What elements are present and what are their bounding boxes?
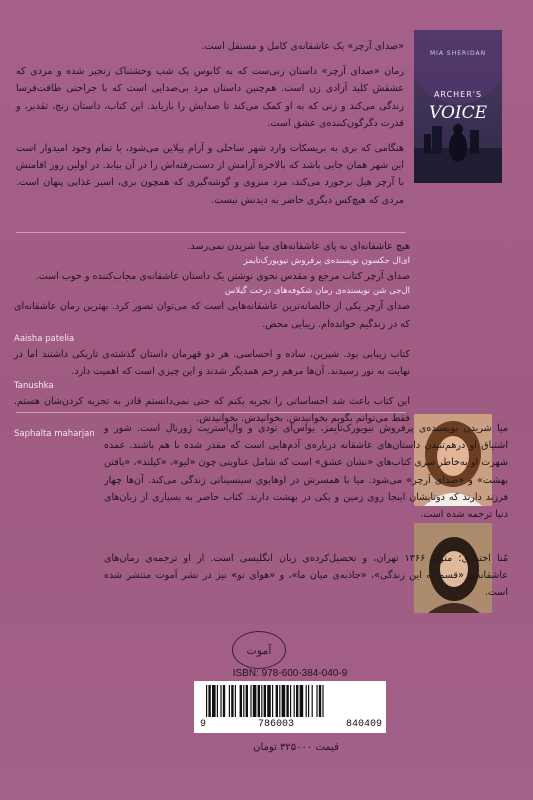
author-bio: میا شریدن نویسنده‌ی پرفروش نیویورک‌تایمز، یواس‌ای تودی و وال‌استریت ژورنال است. شور و اشتیاق او درهم‌تنیدن داستان‌های عاشقانه درباره‌ی آدم‌هایی است که مقدر شده با هم باشند. عمده شهرت او به‌خاطر سری کتاب‌های «نشان عشق» است که شامل عناوینی چون «لیو»، «کیلند»، «یافتن بهشت» و «صدای آرچر» می‌شود. میا با همسرش در اوهایوی سینسیناتی زندگی می‌کند. آن‌ها چهار فرزند دارند که دوتایشان اینجا روی زمین و یکی در بهشت دارند. کتاب حاضر به بسیاری از زبان‌های دنیا ترجمه شده است. — [104, 423, 508, 521]
translator-bio: مُنا اختیاری؛ متولد ۱۳۶۶ تهران، و تحصیل‌کرده‌ی زبان انگلیسی است. از او ترجمه‌ی رمان‌های عاشقانه‌ی «قسم به این زندگی»، «جاذبه‌ی میان ما»، و «هوای تو» نیز در نشر آموت منتشر شده است. — [104, 553, 508, 599]
divider-2 — [16, 412, 406, 413]
quote-item — [14, 346, 410, 393]
publisher-logo — [232, 631, 286, 669]
description-block — [16, 38, 404, 217]
price-label: قیمت ۳۲۵۰۰۰ تومان — [253, 742, 339, 753]
quote-text: این کتاب باعث شد احساساتی را تجربه بکنم که حتی نمی‌دانستم قادر به تجربه کردن‌شان هستم. فقط می‌توانم بگویم بخوانیدش. بخوانیدش. بخوانیدش. — [14, 396, 410, 425]
cover-author: MIA SHERIDAN — [429, 50, 487, 57]
quote-text: صدای آرچر کتاب مرجع و مقدس نحوی نوشتن یک داستان عاشقانه‌ی مجاب‌کننده و خوب است. — [35, 271, 410, 283]
quote-source: Tanushka — [14, 381, 54, 392]
quote-source: ال‌جی شن نویسنده‌ی رمان شکوفه‌های درخت گیلاس — [224, 286, 410, 297]
quote-item — [14, 238, 410, 268]
barcode-digit-lead: 9 — [200, 719, 207, 730]
isbn-label: ISBN: 978-600-384-040-9 — [232, 668, 348, 679]
quote-source: Saphalta maharjan — [14, 428, 95, 439]
cover-thumbnail — [414, 30, 502, 183]
quotes-block — [14, 238, 410, 441]
quote-item — [14, 298, 410, 345]
description-paragraph-3: هنگامی که بری به بریسکات وارد شهر ساحلی و آرام پیلاین می‌شود، با تمام وجود امیدوار است این شهر همان جایی باشد که بالاخره آرامش از دست‌رفته‌اش را در آن بیابد. در اولین روز اقامتش با آرچر هیل برخورد می‌کند، مرد منزوی و گوشه‌گیری که همچون بری، اسیر غذابی پنهان است. مردی که هیچ‌کس دیگری حاضر به دیدنش نیست. — [16, 143, 404, 206]
quote-text: صدای آرچر یکی از خالصانه‌ترین عاشقانه‌هایی است که می‌توان تصور کرد. بهترین رمان عاشقانه‌ای که در زندگیم خوانده‌ام. زیبایی محض. — [14, 301, 410, 330]
barcode-bars — [194, 681, 386, 719]
quote-item — [14, 268, 410, 298]
cover-title-line2: VOICE — [428, 103, 488, 123]
quote-source: ای‌ال جکسون نویسنده‌ی پرفروش نیویورک‌تایمز — [243, 256, 410, 267]
quote-text: هیچ عاشقانه‌ای به پای عاشقانه‌های میا شریدن نمی‌رسد. — [187, 241, 410, 252]
barcode-digit-group-1: 786003 — [257, 719, 294, 730]
divider-1 — [16, 232, 406, 233]
quote-text: کتاب زیبایی بود. شیرین، ساده و احساسی. هر دو قهرمان داستان گذشته‌ی تاریکی داشتند اما در نهایت به نور رسیدند. آن‌ها مرهم زخم همدیگر شدند و این چیزی است که اهمیت دارد. — [14, 348, 410, 378]
cover-title-line1: ARCHER'S — [433, 90, 483, 99]
barcode-digits — [200, 719, 382, 730]
barcode-digit-group-2: 840409 — [345, 719, 382, 730]
description-paragraph-1: «صدای آرچر» یک عاشقانه‌ی کامل و مستقل است. — [201, 41, 404, 52]
quote-source: Aaisha patelia — [14, 333, 75, 344]
publisher-logo-text: آموت — [246, 643, 272, 657]
description-paragraph-2: رمان «صدای آرچر» داستان زنی‌ست که به کابوس یک شب وحشتناک زنجیر شده و مردی که عشقش کلید آزادی زن است. هم‌چنین داستان مرد بی‌صدایی است که با جراحتی طاقت‌فرسا زندگی می‌کند و زنی که به او کمک می‌کند تا صدایش را بازیابد. این کتاب، داستان رنج، تقدیر، و قدرت دگرگون‌کننده‌ی عشق است. — [16, 66, 404, 129]
